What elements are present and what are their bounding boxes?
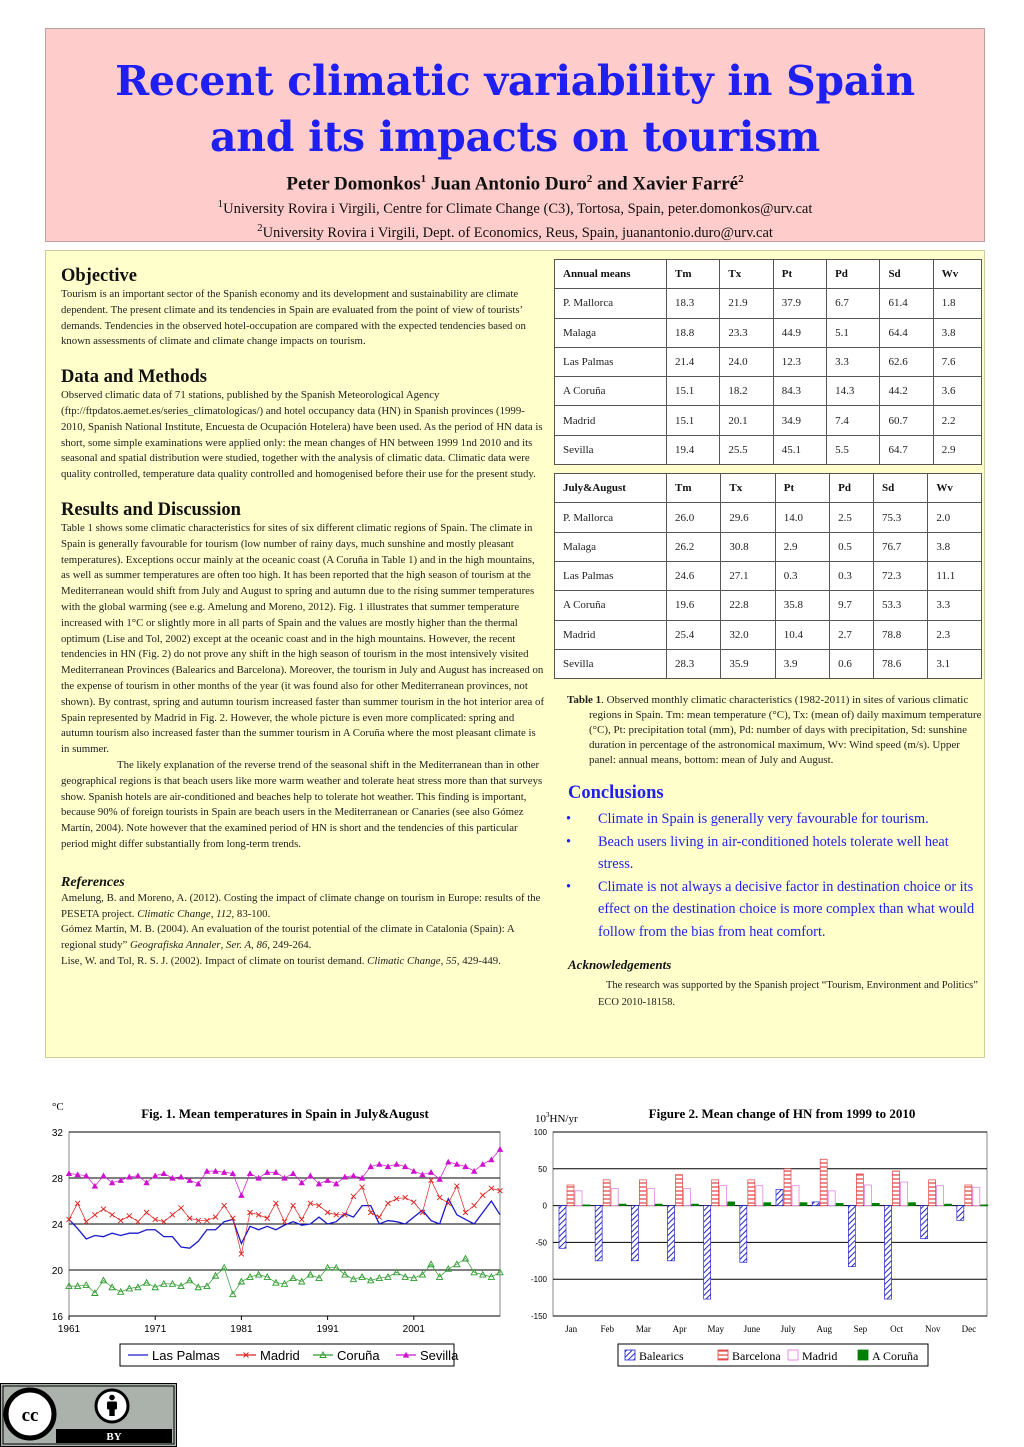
table-value-cell: 3.8 <box>928 532 982 561</box>
fig2-bar-barcelona <box>820 1159 827 1205</box>
conclusion-text: Climate is not always a decisive factor in destination choice or its effect on the destination choice is more complex than what would follow from the bias from heat comfort. <box>598 878 975 940</box>
fig2-x-tick-label: Apr <box>672 1324 687 1334</box>
fig2-bar-coruna <box>764 1203 771 1206</box>
reference-volume: 55 <box>446 954 457 967</box>
fig2-bar-balearics <box>740 1206 747 1263</box>
table-value-cell: 19.4 <box>667 435 720 464</box>
table-value-cell: 15.1 <box>667 406 720 435</box>
reference-sep: , <box>210 907 217 920</box>
table-value-cell: 62.6 <box>880 347 933 376</box>
figure-1 <box>40 1094 510 1374</box>
table-header-cell: Annual means <box>555 260 667 289</box>
table-row <box>555 532 982 561</box>
author-1-affil: 1 <box>420 173 427 185</box>
figure-2 <box>520 1094 1000 1374</box>
fig2-bar-barcelona <box>893 1171 900 1206</box>
fig2-plot-area <box>531 1128 988 1366</box>
fig1-legend-label-sevilla: Sevilla <box>420 1348 459 1363</box>
reference-journal: Climatic Change <box>137 907 211 920</box>
cc-by-license-badge[interactable] <box>0 1383 177 1447</box>
table-value-cell: 26.2 <box>667 532 721 561</box>
fig2-bar-madrid <box>611 1189 618 1206</box>
fig1-y-tick-label: 24 <box>51 1220 63 1231</box>
reference-item <box>61 891 546 923</box>
fig1-plot-area <box>52 1128 503 1366</box>
fig2-legend-label-coruna: A Coruña <box>872 1349 919 1363</box>
table-row <box>555 591 982 620</box>
methods-text: Observed climatic data of 71 stations, published by the Spanish Meteorological Agency (ftp://ftpdatos.aemet.es/series_climatologicas/) and hotel occupancy data (HN) in Spanish provinces (1999-2010, Spanish National Institute, Encuesta de Ocupación Hotelera) have been used. As the period of HN data is short, some simple examinations were applied only: the mean changes of HN between 1999 1nd 2010 and its seasonal and spatial distribution were studied, together with the analysis of climatic data. Climatic data were quality controlled, temperature data quality controlled and homogenised before their use for the present study. <box>61 389 543 481</box>
fig2-bar-barcelona <box>748 1180 755 1206</box>
table-value-cell: 21.4 <box>667 347 720 376</box>
fig2-bar-coruna <box>909 1203 916 1206</box>
table-site-cell: P. Mallorca <box>555 289 667 318</box>
reference-pages: , 249-264. <box>267 939 312 952</box>
fig2-unit-base: 10 <box>535 1113 546 1125</box>
fig2-x-tick-label: Jan <box>565 1324 578 1334</box>
temperature-line-chart <box>40 1094 510 1374</box>
table-value-cell: 35.8 <box>775 591 829 620</box>
table-header-cell: Pt <box>773 260 826 289</box>
fig2-x-tick-label: Feb <box>600 1324 614 1334</box>
title-line-2: and its impacts on tourism <box>209 113 820 161</box>
table-row <box>555 649 982 678</box>
fig2-y-tick-label: -50 <box>535 1238 547 1248</box>
results-heading: Results and Discussion <box>61 499 241 520</box>
reference-text: Amelung, B. and Moreno, A. (2012). Costing the impact of climate change on tourism in Europe: results of the PESETA project. <box>61 891 541 920</box>
table-value-cell: 30.8 <box>721 532 775 561</box>
fig2-bar-coruna <box>945 1204 952 1205</box>
fig2-bar-madrid <box>792 1186 799 1206</box>
table-row <box>555 289 982 318</box>
fig2-bar-madrid <box>828 1191 835 1206</box>
table-value-cell: 64.7 <box>880 435 933 464</box>
author-1: Peter Domonkos <box>286 173 421 195</box>
reference-pages: , 429-449. <box>456 954 501 967</box>
reference-pages: , 83-100. <box>231 907 271 920</box>
fig2-bar-madrid <box>937 1186 944 1206</box>
table-value-cell: 0.5 <box>830 532 874 561</box>
reference-text: Lise, W. and Tol, R. S. J. (2002). Impact of climate on tourist demand. <box>61 954 368 967</box>
table-row <box>555 503 982 532</box>
table-value-cell: 44.9 <box>773 318 826 347</box>
cc-glyph: cc <box>21 1405 39 1426</box>
fig1-title: Fig. 1. Mean temperatures in Spain in July&August <box>141 1106 429 1121</box>
fig2-bar-coruna <box>728 1202 735 1206</box>
fig2-bar-barcelona <box>603 1180 610 1206</box>
table-value-cell: 35.9 <box>721 649 775 678</box>
fig2-legend-swatch-barcelona <box>718 1350 728 1360</box>
fig2-y-tick-label: -100 <box>530 1275 547 1285</box>
table-value-cell: 2.9 <box>775 532 829 561</box>
fig2-bar-barcelona <box>639 1180 646 1206</box>
table-row <box>555 561 982 590</box>
table-value-cell: 28.3 <box>667 649 721 678</box>
conclusion-text: Climate in Spain is generally very favourable for tourism. <box>598 811 929 828</box>
table-value-cell: 25.5 <box>720 435 773 464</box>
table-value-cell: 72.3 <box>873 561 927 590</box>
fig2-y-tick-label: 100 <box>533 1128 547 1137</box>
reference-sep: , <box>440 954 447 967</box>
fig2-bar-balearics <box>921 1206 928 1239</box>
affiliation-1 <box>46 195 984 219</box>
table-value-cell: 78.6 <box>873 649 927 678</box>
table-header-row <box>555 474 982 503</box>
table-value-cell: 19.6 <box>667 591 721 620</box>
table-site-cell: Malaga <box>555 318 667 347</box>
table-caption <box>567 693 982 768</box>
fig2-x-tick-label: June <box>743 1324 761 1334</box>
fig2-bar-balearics <box>776 1189 783 1205</box>
table-site-cell: Madrid <box>555 406 667 435</box>
table-value-cell: 5.1 <box>827 318 880 347</box>
right-column <box>554 259 982 1011</box>
table-header-row <box>555 260 982 289</box>
fig1-y-tick-label: 28 <box>51 1174 63 1185</box>
fig2-bar-barcelona <box>712 1180 719 1206</box>
fig2-bar-coruna <box>619 1204 626 1205</box>
table-value-cell: 0.6 <box>830 649 874 678</box>
table-value-cell: 0.3 <box>830 561 874 590</box>
conclusions-heading: Conclusions <box>568 783 664 804</box>
table-value-cell: 20.1 <box>720 406 773 435</box>
table-value-cell: 45.1 <box>773 435 826 464</box>
table-value-cell: 3.3 <box>928 591 982 620</box>
table-value-cell: 9.7 <box>830 591 874 620</box>
author-3-affil: 2 <box>738 173 744 185</box>
fig2-bar-barcelona <box>676 1175 683 1206</box>
fig2-bar-coruna <box>583 1205 590 1206</box>
author-2-affil: 2 <box>586 173 593 185</box>
fig2-bar-balearics <box>957 1206 964 1221</box>
fig2-legend-label-barcelona: Barcelona <box>732 1349 781 1363</box>
table-value-cell: 3.8 <box>933 318 981 347</box>
table-value-cell: 64.4 <box>880 318 933 347</box>
table-value-cell: 25.4 <box>667 620 721 649</box>
fig2-bar-balearics <box>885 1206 892 1299</box>
results-text-2: The likely explanation of the reverse trend of the seasonal shift in the Mediterranean than in other geographical regions is that beach users like more warm weather and tolerate heat stress more than that surveys show. Spanish hotels are air-conditioned and beaches help to tolerate hot weather. This finding is important, because 90% of foreign tourists in Spain are beach users in the Mediterranean or Canaries (see also Gómez Martín, 2004). Note however that the examined period of HN is short and the tendencies of this particular period might differ substantially from long-term trends. <box>61 758 543 850</box>
fig2-bar-coruna <box>872 1203 879 1205</box>
reference-item <box>61 954 546 970</box>
table-value-cell: 34.9 <box>773 406 826 435</box>
affiliation-1-text: University Rovira i Virgili, Centre for Climate Change (C3), Tortosa, Spain, peter.domonkos@urv.cat <box>223 201 813 218</box>
acknowledgements-text: The research was supported by the Spanish project “Tourism, Environment and Politics” ECO 2010-18158. <box>598 980 978 1009</box>
fig2-legend <box>618 1344 928 1366</box>
table-value-cell: 84.3 <box>773 377 826 406</box>
author-3: and Xavier Farré <box>592 173 739 195</box>
reference-item <box>61 922 546 954</box>
annual-means-table <box>554 259 982 465</box>
fig2-x-tick-label: Sep <box>853 1324 868 1334</box>
conclusion-item <box>554 808 982 831</box>
table-header-cell: Sd <box>873 474 927 503</box>
fig2-title: Figure 2. Mean change of HN from 1999 to 2010 <box>648 1106 916 1121</box>
table-value-cell: 10.4 <box>775 620 829 649</box>
table-value-cell: 3.9 <box>775 649 829 678</box>
methods-heading: Data and Methods <box>61 367 207 388</box>
table-header-cell: Pt <box>775 474 829 503</box>
reference-list <box>61 891 546 970</box>
table-value-cell: 53.3 <box>873 591 927 620</box>
fig1-legend-label-coruna: Coruña <box>337 1348 380 1363</box>
fig2-bar-coruna <box>981 1205 988 1206</box>
table-value-cell: 5.5 <box>827 435 880 464</box>
table-header-cell: Sd <box>880 260 933 289</box>
table-value-cell: 78.8 <box>873 620 927 649</box>
table-site-cell: Madrid <box>555 620 667 649</box>
table-value-cell: 26.0 <box>667 503 721 532</box>
fig2-bar-balearics <box>668 1206 675 1261</box>
table-site-cell: Las Palmas <box>555 561 667 590</box>
fig2-bar-barcelona <box>965 1185 972 1206</box>
poster-header <box>45 28 985 242</box>
table-value-cell: 24.0 <box>720 347 773 376</box>
table-value-cell: 3.6 <box>933 377 981 406</box>
table-value-cell: 27.1 <box>721 561 775 590</box>
objective-heading: Objective <box>61 266 138 286</box>
fig2-y-tick-label: 0 <box>542 1201 547 1211</box>
table-caption-label: Table 1 <box>567 694 602 707</box>
left-column <box>61 257 546 970</box>
title-line-1: Recent climatic variability in Spain <box>115 57 915 105</box>
fig2-bar-barcelona <box>784 1169 791 1206</box>
fig2-legend-swatch-balearics <box>625 1350 635 1360</box>
table-value-cell: 2.0 <box>928 503 982 532</box>
author-2: Juan Antonio Duro <box>426 173 587 195</box>
table-header-cell: Pd <box>827 260 880 289</box>
table-row <box>555 347 982 376</box>
fig1-y-tick-label: 20 <box>51 1266 63 1277</box>
reference-volume: Ser. A, 86 <box>226 939 268 952</box>
affiliation-2-text: University Rovira i Virgili, Dept. of Economics, Reus, Spain, juanantonio.duro@urv.cat <box>262 224 773 241</box>
table-header-cell: Pd <box>830 474 874 503</box>
poster-title <box>46 53 984 165</box>
table-value-cell: 11.1 <box>928 561 982 590</box>
fig2-legend-swatch-madrid <box>788 1350 798 1360</box>
table-header-cell: Wv <box>933 260 981 289</box>
fig2-y-tick-label: -150 <box>530 1312 547 1321</box>
fig2-legend-label-balearics: Balearics <box>639 1349 684 1363</box>
table-header-cell: Tm <box>667 474 721 503</box>
fig2-unit-rest: HN/yr <box>549 1113 578 1125</box>
fig2-bar-balearics <box>595 1206 602 1261</box>
table-site-cell: A Coruña <box>555 377 667 406</box>
table-value-cell: 21.9 <box>720 289 773 318</box>
table-value-cell: 7.4 <box>827 406 880 435</box>
fig2-x-tick-label: May <box>707 1324 724 1334</box>
reference-volume: 112 <box>216 907 232 920</box>
fig1-y-tick-label: 16 <box>51 1312 63 1323</box>
bullet-icon: • <box>566 833 572 850</box>
table-value-cell: 2.3 <box>928 620 982 649</box>
fig2-x-tick-label: Nov <box>925 1324 941 1334</box>
cc-by-icon <box>0 1383 177 1447</box>
summer-means-table <box>554 473 982 679</box>
table-value-cell: 12.3 <box>773 347 826 376</box>
fig2-bar-barcelona <box>567 1185 574 1206</box>
table-header-cell: Tm <box>667 260 720 289</box>
table-value-cell: 44.2 <box>880 377 933 406</box>
cc-by-label: BY <box>106 1431 122 1443</box>
fig2-y-tick-label: 50 <box>538 1164 547 1174</box>
fig1-legend <box>120 1344 459 1366</box>
fig2-bar-madrid <box>901 1182 908 1206</box>
fig2-bar-madrid <box>647 1189 654 1206</box>
fig2-bar-barcelona <box>856 1174 863 1206</box>
table-value-cell: 6.7 <box>827 289 880 318</box>
table-site-cell: P. Mallorca <box>555 503 667 532</box>
fig1-y-tick-label: 32 <box>51 1128 63 1139</box>
reference-journal: Climatic Change <box>367 954 441 967</box>
hn-change-bar-chart <box>520 1094 1000 1374</box>
table-value-cell: 32.0 <box>721 620 775 649</box>
table-value-cell: 22.8 <box>721 591 775 620</box>
fig2-bar-balearics <box>812 1202 819 1206</box>
fig1-legend-label-las-palmas: Las Palmas <box>152 1348 220 1363</box>
table-value-cell: 3.1 <box>928 649 982 678</box>
fig1-x-tick-label: 1991 <box>316 1324 339 1335</box>
fig2-x-tick-label: Mar <box>635 1324 651 1334</box>
results-text-1: Table 1 shows some climatic characteristics for sites of six different climatic regions of Spain. The climate in Spain is generally favourable for tourism (low number of rainy days, much sunshine and mostly pleasant temperatures). Exceptions occur mainly at the oceanic coast (A Coruña in Table 1) and in the high mountains, as well as summer temperatures are often too high. It has been reported that the high season of tourism at the Mediterranean would shift from July and August to spring and autumn due to the rising summer temperatures with the global warming (see e.g. Amelung and Moreno, 2012). Fig. 1 illustrates that summer temperature increased with 1°C or slightly more in all parts of Spain and the values are mostly higher than the thermal optimum (Lise and Tol, 2002) except at the oceanic coast and in the high mountains. However, the recent tendencies in HN (Fig. 2) do not prove any shift in the high season of tourism in the most intensively visited Mediterranean Provinces (Balearics and Barcelona). Moreover, the tourism in July and August has increased on the expense of tourism in other months of the year (it was found also for other Mediterranean provinces, not shown). By contrast, spring and autumn tourism increased faster than summer tourism in the hot interior area of Spain represented by Madrid in Fig. 2. However, the whole picture is even more complicated: spring and autumn tourism also increased faster than the summer tourism in A Coruña where the most pleasant climate is in summer. <box>61 521 545 756</box>
affiliation-2-number: 2 <box>257 222 263 235</box>
table-value-cell: 0.3 <box>775 561 829 590</box>
fig1-x-tick-label: 2001 <box>402 1324 425 1335</box>
fig2-x-tick-label: Oct <box>890 1324 904 1334</box>
fig2-unit-label <box>535 1111 578 1125</box>
reference-sep: , <box>220 939 227 952</box>
reference-text: Gómez Martín, M. B. (2004). An evaluation of the tourist potential of the climate in Catalonia (Spain): A regional study” <box>61 923 515 952</box>
table-value-cell: 14.0 <box>775 503 829 532</box>
table-value-cell: 7.6 <box>933 347 981 376</box>
reference-journal: Geografiska Annaler <box>129 939 221 952</box>
fig2-bar-madrid <box>684 1189 691 1206</box>
table-header-cell: Tx <box>721 474 775 503</box>
table-value-cell: 18.8 <box>667 318 720 347</box>
table-value-cell: 18.2 <box>720 377 773 406</box>
objective-text: Tourism is an important sector of the Spanish economy and its development and sustainability are climate dependent. The present climate and its tendencies in Spain are evaluated from the point of view of tourists’ demands. Tendencies in the observed hotel-occupation are compared with the expected tendencies based on known assessments of climate and climate change impacts on tourism. <box>61 288 526 348</box>
fig2-bar-madrid <box>973 1187 980 1205</box>
table-site-cell: A Coruña <box>555 591 667 620</box>
table-value-cell: 18.3 <box>667 289 720 318</box>
fig2-bar-barcelona <box>929 1180 936 1206</box>
table-value-cell: 23.3 <box>720 318 773 347</box>
table-header-cell: Tx <box>720 260 773 289</box>
table-site-cell: Sevilla <box>555 649 667 678</box>
fig2-bar-balearics <box>559 1206 566 1249</box>
fig2-bar-coruna <box>800 1203 807 1206</box>
fig2-unit-exponent: 3 <box>546 1111 550 1119</box>
fig2-legend-swatch-coruna <box>858 1350 868 1360</box>
conclusion-text: Beach users living in air-conditioned hotels tolerate well heat stress. <box>598 833 949 873</box>
fig2-bar-coruna <box>692 1204 699 1205</box>
fig1-legend-label-madrid: Madrid <box>260 1348 300 1363</box>
fig2-bar-coruna <box>836 1203 843 1205</box>
acknowledgements-heading: Acknowledgements <box>568 957 672 973</box>
fig2-x-tick-label: July <box>780 1324 796 1334</box>
table-site-cell: Malaga <box>555 532 667 561</box>
fig2-bar-madrid <box>864 1185 871 1206</box>
table-value-cell: 37.9 <box>773 289 826 318</box>
table-value-cell: 2.2 <box>933 406 981 435</box>
bullet-icon: • <box>566 878 572 895</box>
main-panel <box>45 250 985 1058</box>
fig2-bar-balearics <box>631 1206 638 1261</box>
table-value-cell: 24.6 <box>667 561 721 590</box>
fig2-bar-balearics <box>704 1206 711 1299</box>
table-site-cell: Sevilla <box>555 435 667 464</box>
table-value-cell: 14.3 <box>827 377 880 406</box>
table-row <box>555 435 982 464</box>
table-row <box>555 620 982 649</box>
table-value-cell: 2.5 <box>830 503 874 532</box>
conclusion-item <box>554 831 982 876</box>
table-value-cell: 15.1 <box>667 377 720 406</box>
table-row <box>555 318 982 347</box>
fig2-legend-label-madrid: Madrid <box>802 1349 838 1363</box>
table-site-cell: Las Palmas <box>555 347 667 376</box>
fig2-bar-balearics <box>848 1206 855 1267</box>
affiliation-1-number: 1 <box>217 198 224 211</box>
references-heading: References <box>61 874 125 890</box>
table-value-cell: 61.4 <box>880 289 933 318</box>
fig2-bar-coruna <box>655 1204 662 1205</box>
fig1-x-tick-label: 1961 <box>57 1324 81 1335</box>
fig2-bar-madrid <box>756 1186 763 1206</box>
table-header-cell: July&August <box>555 474 667 503</box>
fig1-x-tick-label: 1981 <box>230 1324 253 1335</box>
table-value-cell: 29.6 <box>721 503 775 532</box>
table-header-cell: Wv <box>928 474 982 503</box>
table-value-cell: 60.7 <box>880 406 933 435</box>
fig2-bar-madrid <box>575 1191 582 1206</box>
fig2-x-tick-label: Aug <box>816 1324 832 1334</box>
fig2-x-tick-label: Dec <box>961 1324 977 1334</box>
table-caption-text: . Observed monthly climatic characteristics (1982-2011) in sites of various climatic regions in Spain. Tm: mean temperature (°C), Tx: (mean of) daily maximum temperature (°C), Pt: precipitation total (mm), Pd: number of days with precipitation, Sd: sunshine duration in percentage of the astronomical maximum, Wv: Wind speed (m/s). Upper panel: annual means, bottom: mean of July and August. <box>589 694 982 767</box>
conclusion-item <box>554 876 982 944</box>
table-row <box>555 377 982 406</box>
fig1-unit-label: °C <box>52 1101 64 1113</box>
table-value-cell: 76.7 <box>873 532 927 561</box>
bullet-icon: • <box>566 811 572 828</box>
author-list <box>46 168 984 195</box>
fig2-bar-madrid <box>720 1186 727 1206</box>
table-value-cell: 75.3 <box>873 503 927 532</box>
table-row <box>555 406 982 435</box>
table-value-cell: 2.7 <box>830 620 874 649</box>
table-value-cell: 3.3 <box>827 347 880 376</box>
fig1-x-tick-label: 1971 <box>144 1324 167 1335</box>
conclusions-list <box>554 808 982 943</box>
table-value-cell: 1.8 <box>933 289 981 318</box>
table-value-cell: 2.9 <box>933 435 981 464</box>
affiliation-2 <box>46 219 984 243</box>
